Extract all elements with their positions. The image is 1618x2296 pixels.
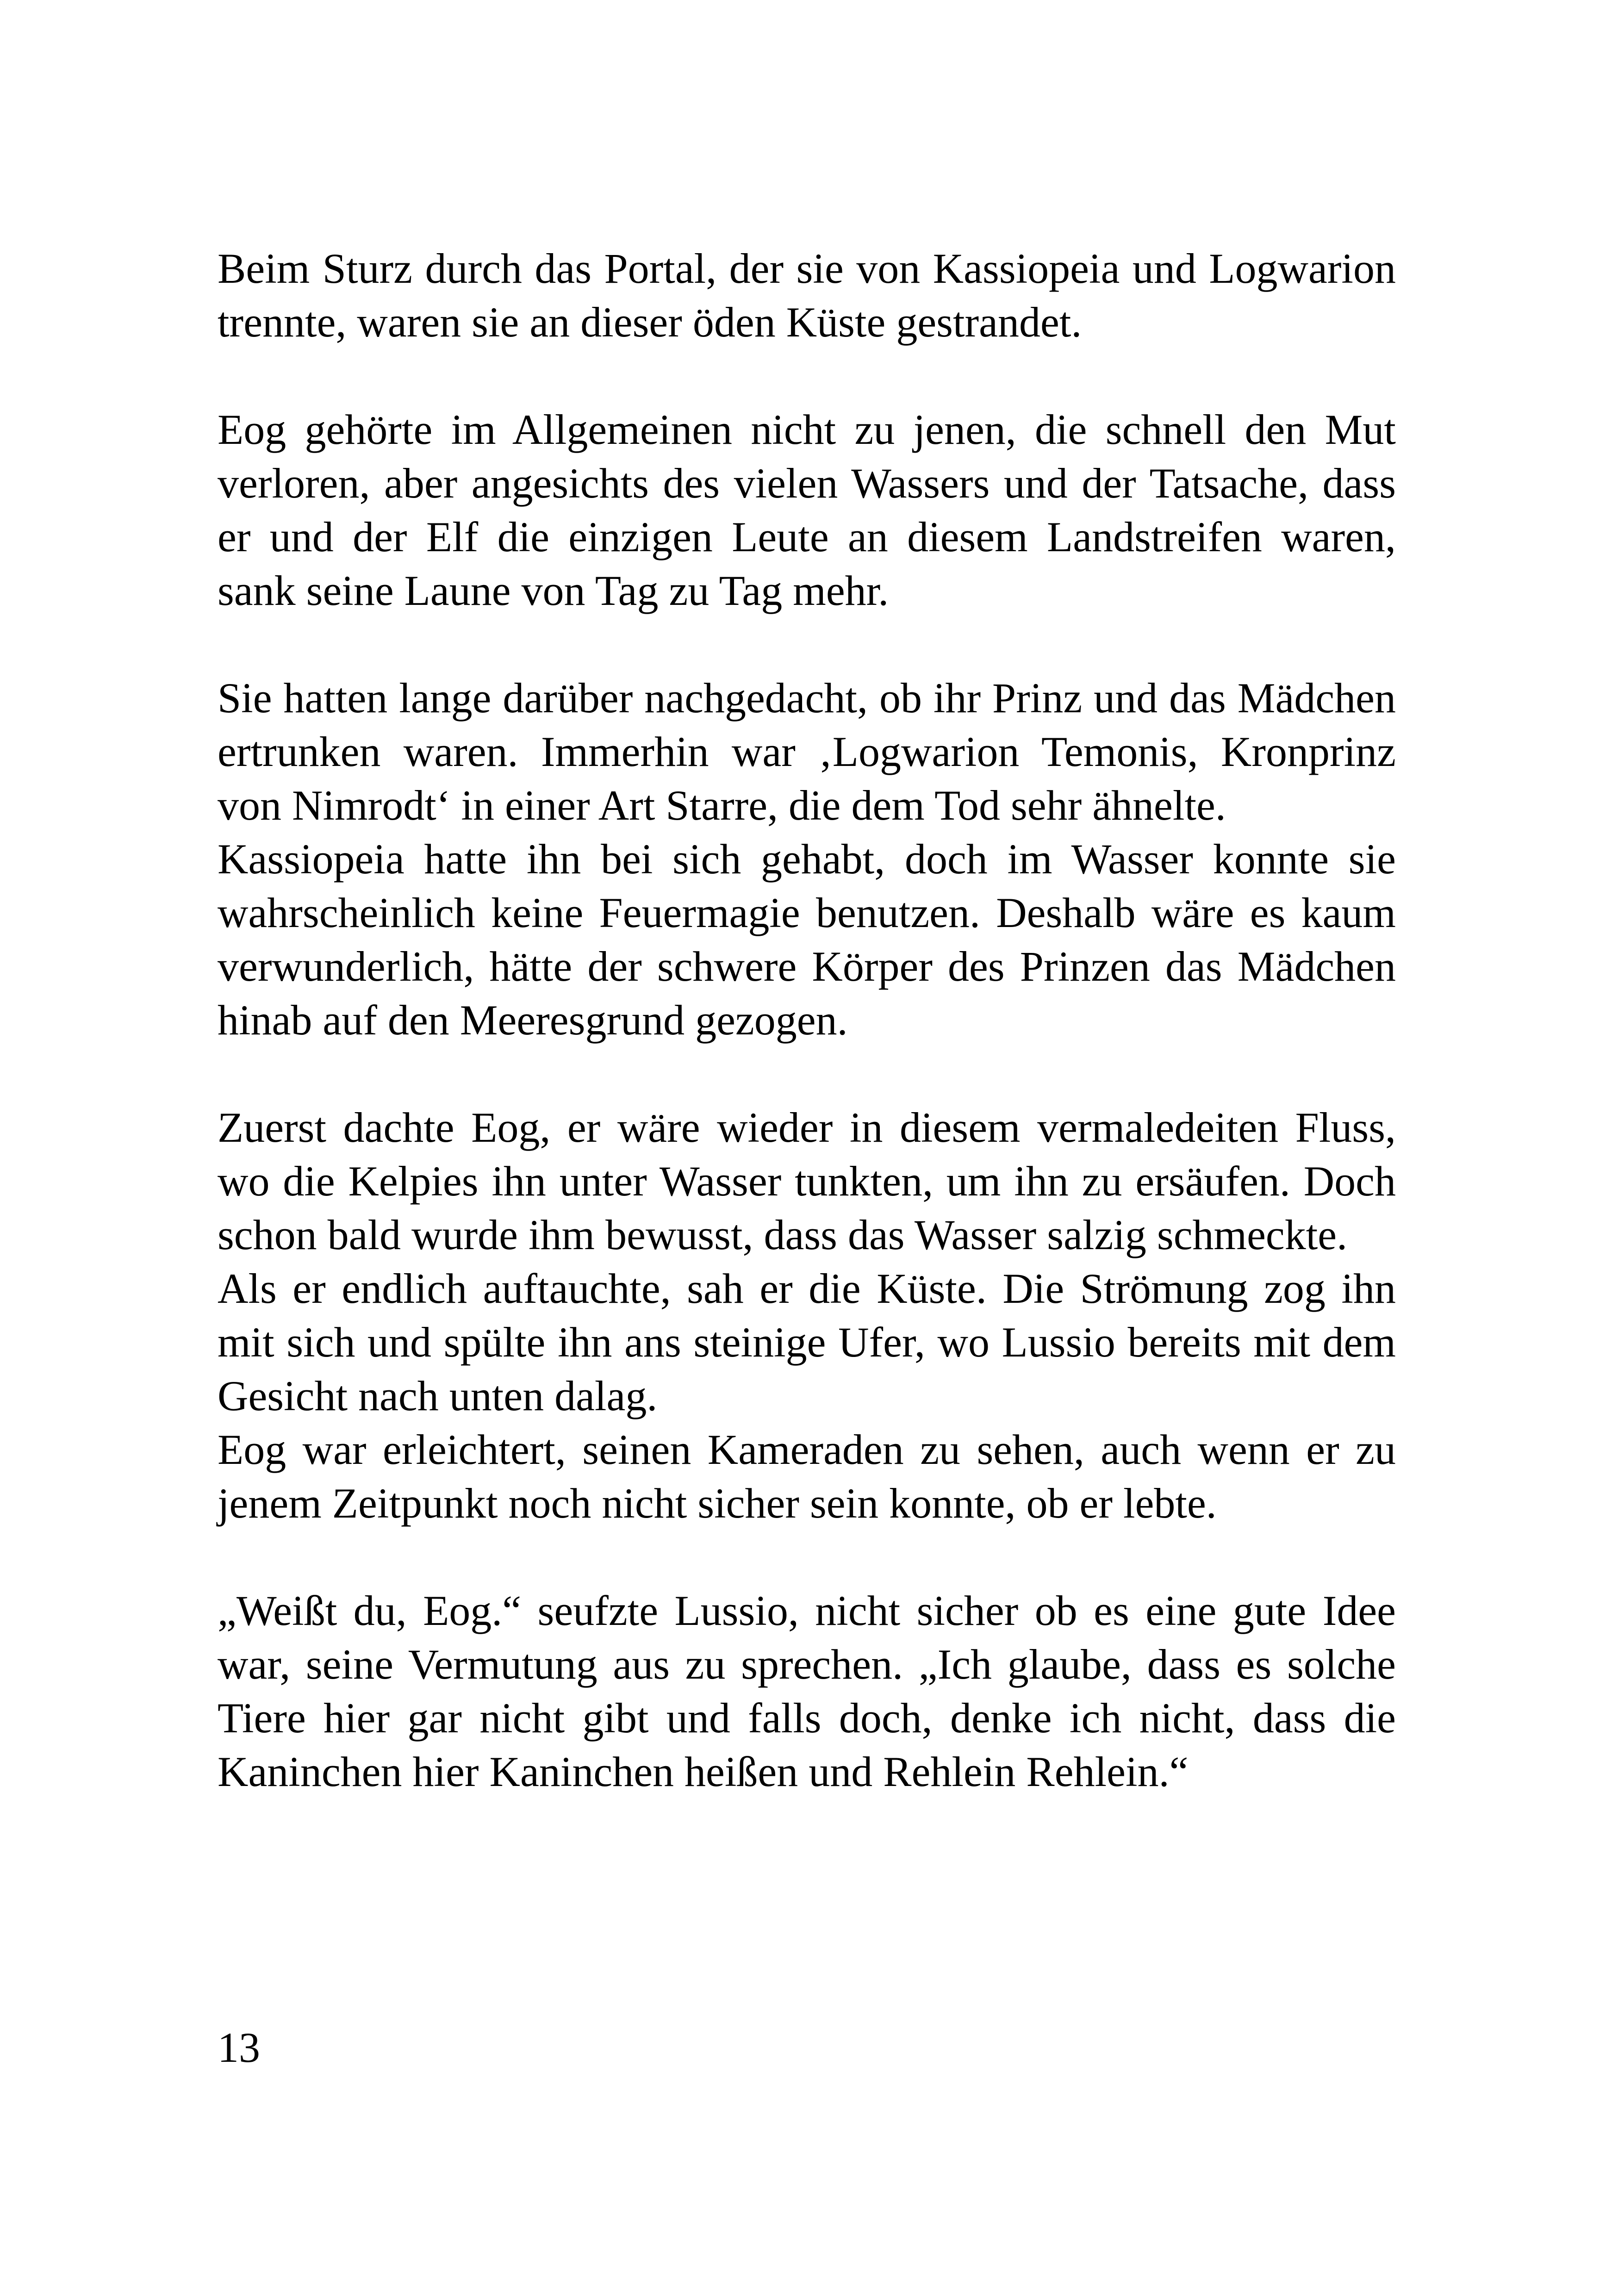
paragraph: Sie hatten lange darüber nachgedacht, ob ihr Prinz und das Mädchen ertrunken waren. Immerhin war ‚Logwarion Temonis, Kronprinz von Nimrodt‘ in einer Art Starre, die dem Tod sehr ähnelte. bbox=[218, 674, 1396, 829]
page-number: 13 bbox=[218, 2024, 260, 2071]
body-text bbox=[218, 242, 1396, 1798]
paragraph: Zuerst dachte Eog, er wäre wieder in diesem vermaledeiten Fluss, wo die Kelpies ihn unter Wasser tunkten, um ihn zu ersäufen. Doch schon bald wurde ihm bewusst, dass das Wasser salzig schmeckte. bbox=[218, 1104, 1396, 1258]
paragraph: Eog war erleichtert, seinen Kameraden zu sehen, auch wenn er zu jenem Zeitpunkt noch nicht sicher sein konnte, ob er lebte. bbox=[218, 1426, 1396, 1527]
paragraph: „Weißt du, Eog.“ seufzte Lussio, nicht sicher ob es eine gute Idee war, seine Vermutung aus zu sprechen. „Ich glaube, dass es solche Tiere hier gar nicht gibt und falls doch, denke ich nicht, dass die Kaninchen hier Kaninchen heißen und Rehlein Rehlein.“ bbox=[218, 1587, 1396, 1795]
paragraph: Beim Sturz durch das Portal, der sie von Kassiopeia und Logwarion trennte, waren sie an dieser öden Küste gestrandet. bbox=[218, 245, 1396, 346]
paragraph: Kassiopeia hatte ihn bei sich gehabt, doch im Wasser konnte sie wahrscheinlich keine Feuermagie benutzen. Deshalb wäre es kaum verwunderlich, hätte der schwere Körper des Prinzen das Mädchen hinab auf den Meeresgrund gezogen. bbox=[218, 835, 1396, 1044]
paragraph: Als er endlich auftauchte, sah er die Küste. Die Strömung zog ihn mit sich und spülte ihn ans steinige Ufer, wo Lussio bereits mit dem Gesicht nach unten dalag. bbox=[218, 1265, 1396, 1419]
paragraph: Eog gehörte im Allgemeinen nicht zu jenen, die schnell den Mut verloren, aber angesichts des vielen Wassers und der Tatsache, dass er und der Elf die einzigen Leute an diesem Landstreifen waren, sank seine Laune von Tag zu Tag mehr. bbox=[218, 406, 1396, 614]
